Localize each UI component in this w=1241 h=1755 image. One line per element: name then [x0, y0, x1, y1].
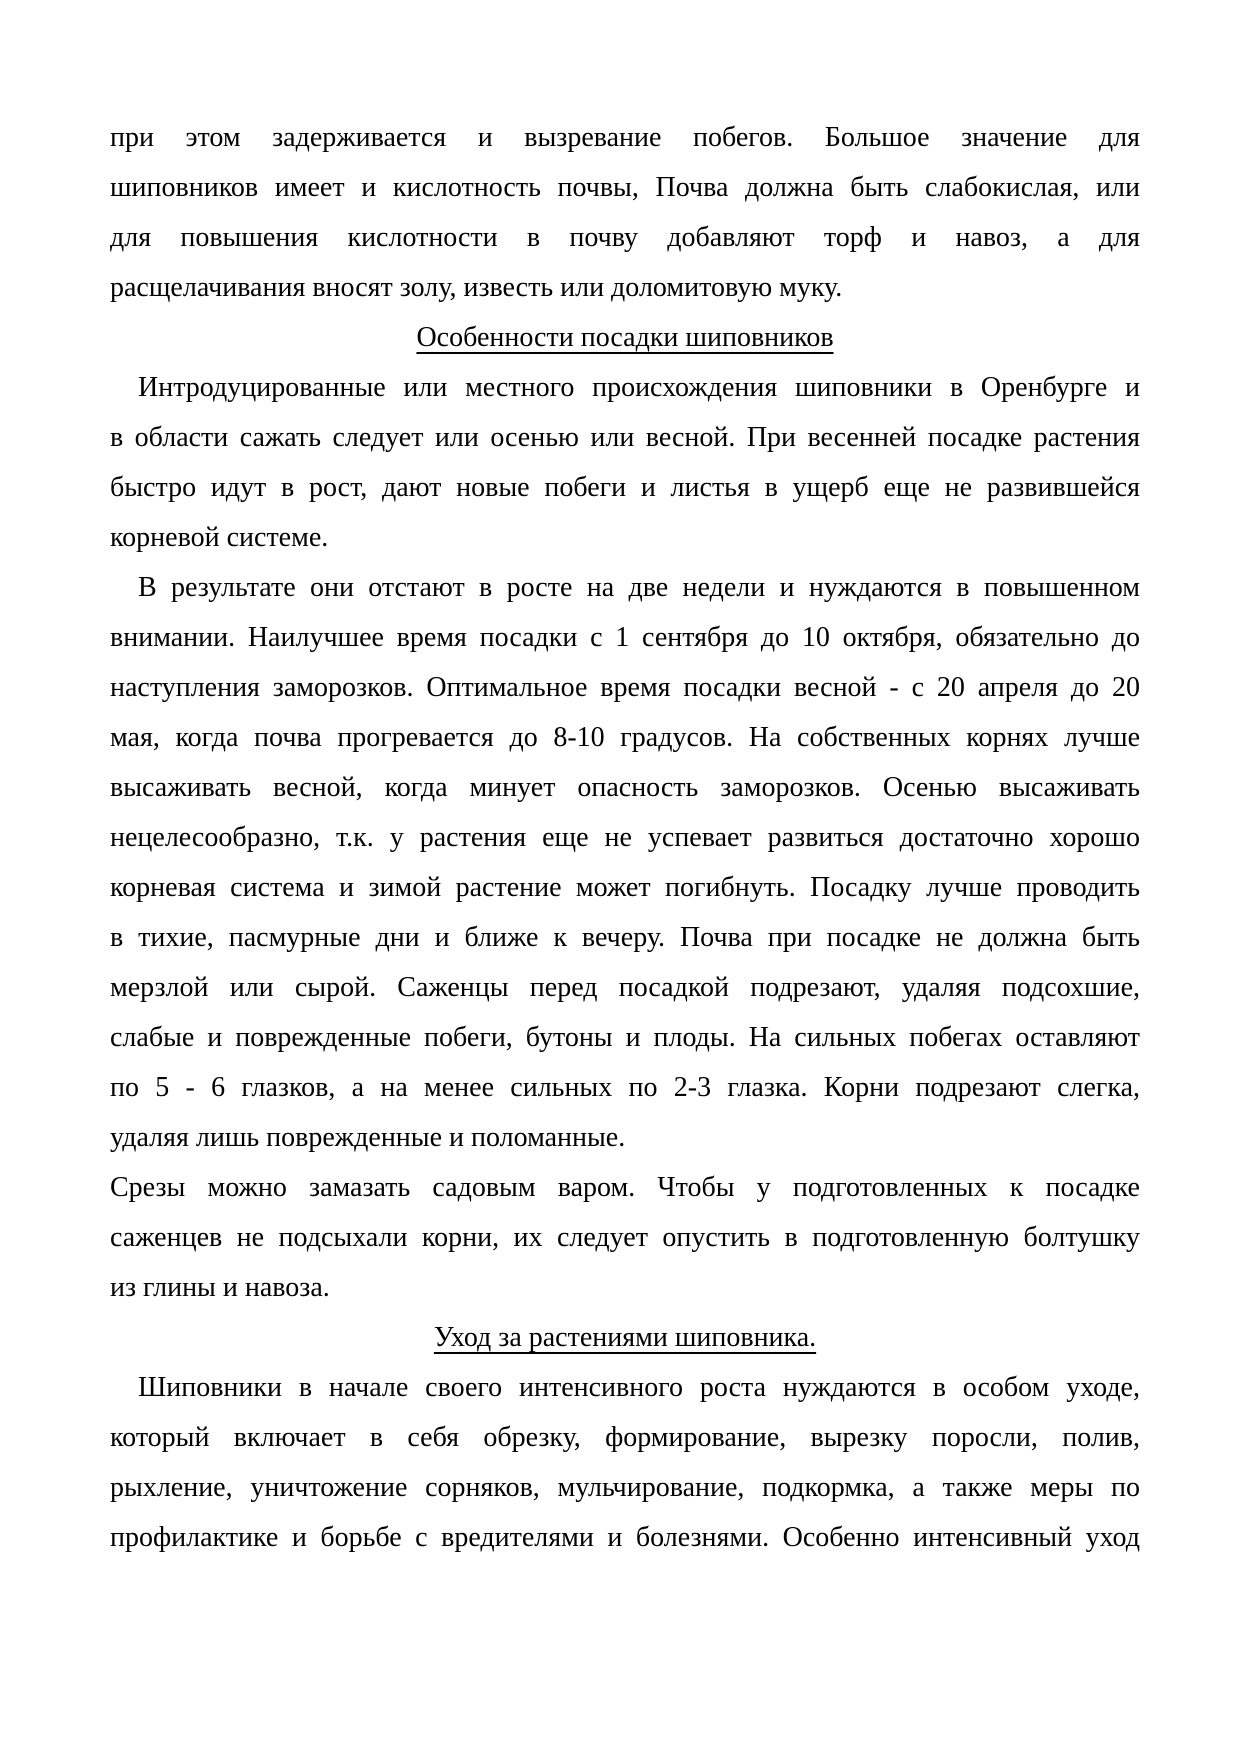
section-heading [110, 1313, 1140, 1363]
text-line: рыхление, уничтожение сорняков, мульчирование, подкормка, а также меры по [110, 1472, 1140, 1503]
text-line: саженцев не подсыхали корни, их следует опустить в подготовленную болтушку [110, 1222, 1140, 1253]
text-line: В результате они отстают в росте на две недели и нуждаются в повышенном [138, 572, 1140, 603]
text-line: нецелесообразно, т.к. у растения еще не успевает развиться достаточно хорошо [110, 822, 1140, 853]
text-line: корневой системе. [110, 522, 329, 553]
text-line: шиповников имеет и кислотность почвы, Почва должна быть слабокислая, или [110, 172, 1140, 203]
text-line: быстро идут в рост, дают новые побеги и листья в ущерб еще не развившейся [110, 472, 1140, 503]
text-line: корневая система и зимой растение может погибнуть. Посадку лучше проводить [110, 872, 1140, 903]
section-heading-text: Уход за растениями шиповника. [433, 1322, 817, 1353]
text-line: при этом задерживается и вызревание побегов. Большое значение для [110, 122, 1140, 153]
text-line: Интродуцированные или местного происхождения шиповники в Оренбурге и [138, 372, 1140, 403]
text-line: мерзлой или сырой. Саженцы перед посадкой подрезают, удаляя подсохшие, [110, 972, 1140, 1003]
text-line: расщелачивания вносят золу, известь или доломитовую муку. [110, 272, 843, 303]
section-heading-text: Особенности посадки шиповников [416, 322, 834, 353]
text-line: мая, когда почва прогревается до 8-10 градусов. На собственных корнях лучше [110, 722, 1140, 753]
text-line: по 5 - 6 глазков, а на менее сильных по 2-3 глазка. Корни подрезают слегка, [110, 1072, 1140, 1103]
text-line: внимании. Наилучшее время посадки с 1 сентября до 10 октября, обязательно до [110, 622, 1140, 653]
text-line: для повышения кислотности в почву добавляют торф и навоз, а для [110, 222, 1140, 253]
text-line: из глины и навоза. [110, 1272, 330, 1303]
text-line: который включает в себя обрезку, формирование, вырезку поросли, полив, [110, 1422, 1140, 1453]
text-line: Шиповники в начале своего интенсивного роста нуждаются в особом уходе, [138, 1372, 1140, 1403]
text-line: слабые и поврежденные побеги, бутоны и плоды. На сильных побегах оставляют [110, 1022, 1140, 1053]
text-line: Срезы можно замазать садовым варом. Чтобы у подготовленных к посадке [110, 1172, 1140, 1203]
text-line: удаляя лишь поврежденные и поломанные. [110, 1122, 626, 1153]
text-line: высаживать весной, когда минует опасность заморозков. Осенью высаживать [110, 772, 1140, 803]
document-text [110, 113, 1140, 1563]
section-heading [110, 313, 1140, 363]
text-line: профилактике и борьбе с вредителями и болезнями. Особенно интенсивный уход [110, 1522, 1140, 1553]
text-line: в тихие, пасмурные дни и ближе к вечеру. Почва при посадке не должна быть [110, 922, 1140, 953]
text-line: в области сажать следует или осенью или весной. При весенней посадке растения [110, 422, 1140, 453]
text-line: наступления заморозков. Оптимальное время посадки весной - с 20 апреля до 20 [110, 672, 1140, 703]
